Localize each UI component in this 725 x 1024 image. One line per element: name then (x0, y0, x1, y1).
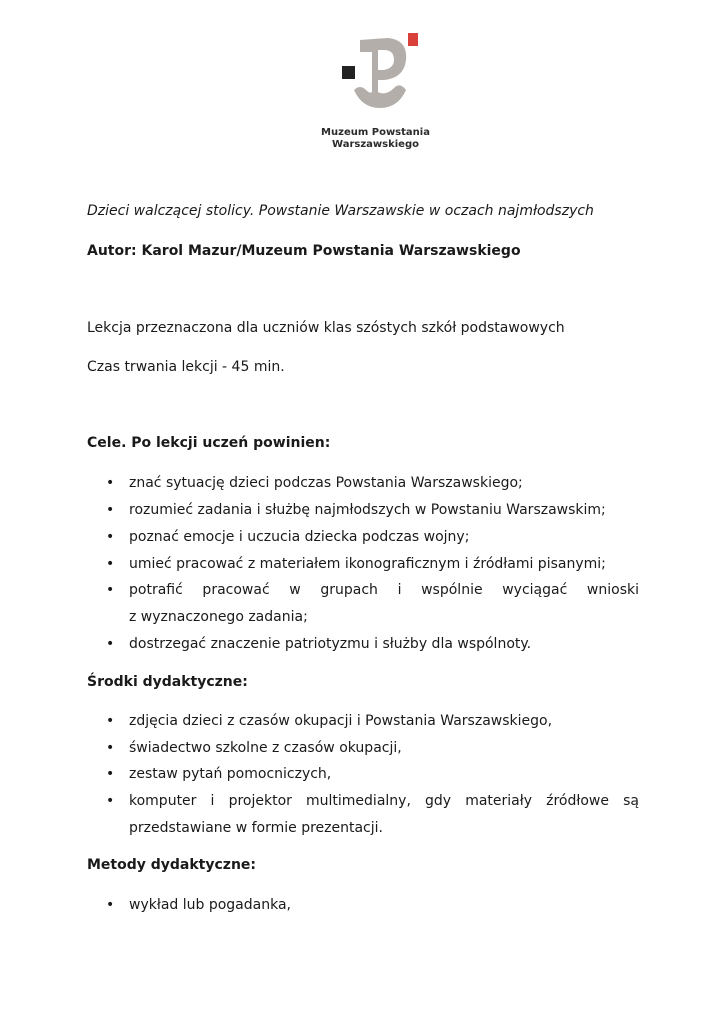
bullet-glyph: • (106, 636, 115, 652)
list-item: znać sytuację dzieci podczas Powstania Warszawskiego; (129, 475, 523, 491)
list-item-continuation: z wyznaczonego zadania; (129, 609, 308, 625)
anchor-shape (354, 38, 406, 108)
document-title: Dzieci walczącej stolicy. Powstanie Warszawskie w oczach najmłodszych (87, 203, 594, 219)
list-item: umieć pracować z materiałem ikonograficznym i źródłami pisanymi; (129, 556, 606, 572)
list-item: zdjęcia dzieci z czasów okupacji i Powstania Warszawskiego, (129, 713, 553, 729)
goals-heading: Cele. Po lekcji uczeń powinien: (87, 435, 331, 451)
list-item: wykład lub pogadanka, (129, 897, 291, 913)
list-item-continuation: przedstawiane w formie prezentacji. (129, 820, 383, 836)
logo-line-2: Warszawskiego (332, 139, 419, 150)
document-author: Autor: Karol Mazur/Muzeum Powstania Warszawskiego (87, 243, 521, 259)
museum-logo (318, 30, 453, 155)
red-square-icon (408, 33, 418, 46)
logo-text (318, 127, 433, 151)
list-item: poznać emocje i uczucia dziecka podczas wojny; (129, 529, 470, 545)
bullet-glyph: • (106, 897, 115, 913)
bullet-glyph: • (106, 529, 115, 545)
list-item: świadectwo szkolne z czasów okupacji, (129, 740, 402, 756)
kotwica-anchor-icon (338, 30, 418, 120)
resources-heading: Środki dydaktyczne: (87, 674, 248, 690)
duration-text: Czas trwania lekcji - 45 min. (87, 359, 285, 375)
list-item: zestaw pytań pomocniczych, (129, 766, 332, 782)
bullet-glyph: • (106, 502, 115, 518)
bullet-glyph: • (106, 582, 115, 598)
bullet-glyph: • (106, 556, 115, 572)
black-square-icon (342, 66, 355, 79)
bullet-glyph: • (106, 793, 115, 809)
list-item: rozumieć zadania i służbę najmłodszych w Powstaniu Warszawskim; (129, 502, 606, 518)
bullet-glyph: • (106, 740, 115, 756)
logo-line-1: Muzeum Powstania (321, 127, 430, 138)
bullet-glyph: • (106, 766, 115, 782)
list-item: potrafić pracować w grupach i wspólnie wyciągać wnioski (129, 582, 639, 598)
bullet-glyph: • (106, 713, 115, 729)
list-item: komputer i projektor multimedialny, gdy materiały źródłowe są (129, 793, 639, 809)
list-item: dostrzegać znaczenie patriotyzmu i służby dla wspólnoty. (129, 636, 532, 652)
audience-text: Lekcja przeznaczona dla uczniów klas szóstych szkół podstawowych (87, 320, 565, 336)
methods-heading: Metody dydaktyczne: (87, 857, 257, 873)
bullet-glyph: • (106, 475, 115, 491)
